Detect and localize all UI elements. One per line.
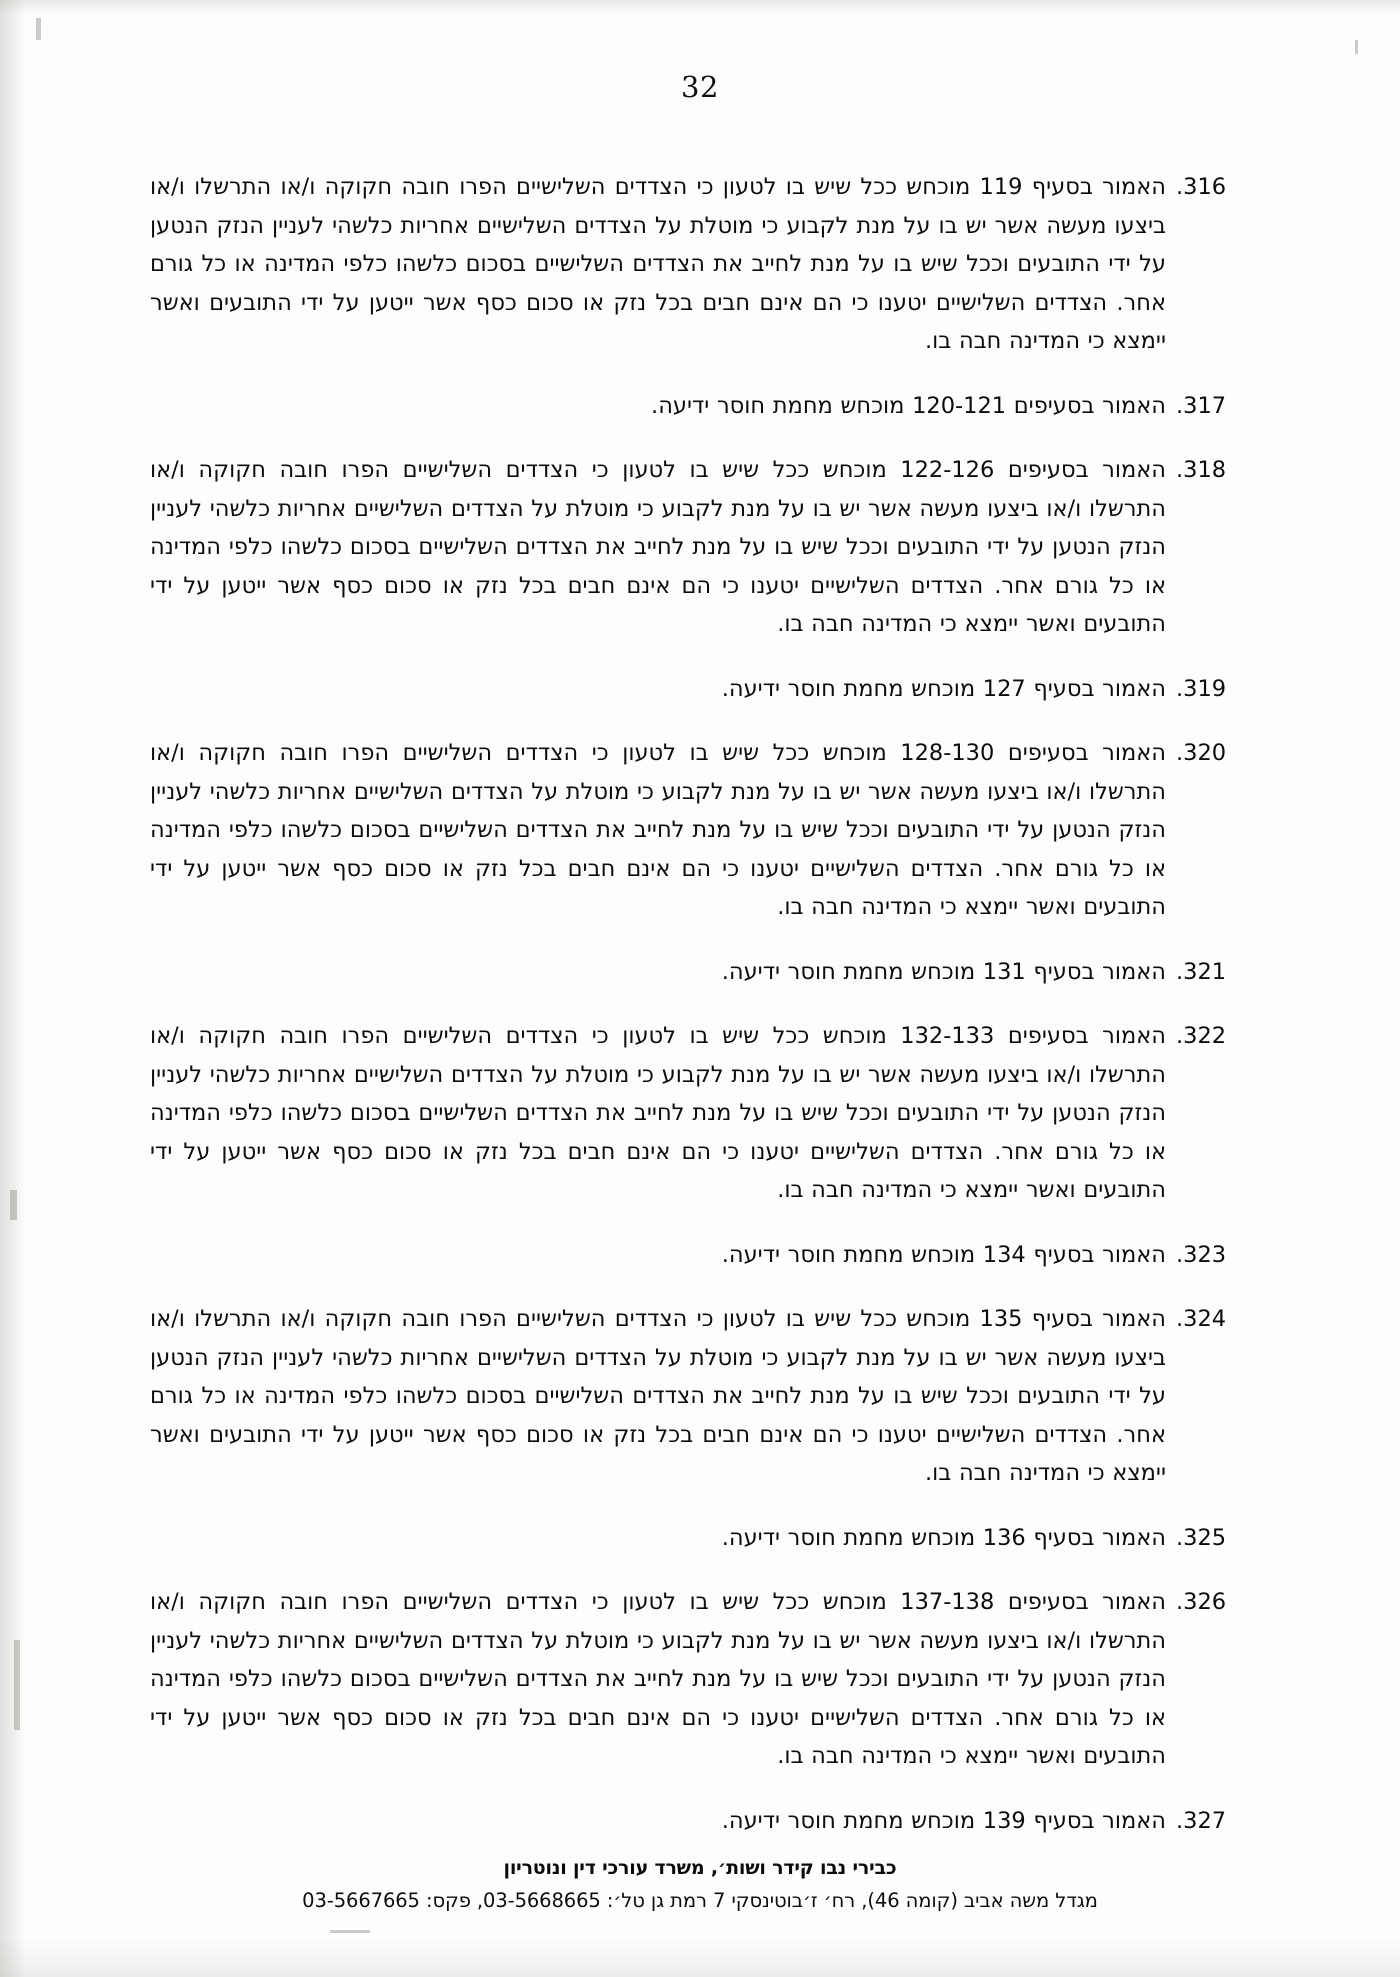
- clause-number: 318.: [1176, 457, 1227, 483]
- clause-item: [150, 953, 1250, 992]
- clause-text: האמור בסעיף 135 מוכחש ככל שיש בו לטעון כי הצדדים השלישיים הפרו חובה חקוקה ו/או התרשלו ו/או ביצעו מעשה אשר יש בו על מנת לקבוע כי מוטלת על הצדדים השלישיים אחריות כלשהי לעניין הנזק הנטען על ידי התובעים וככל שיש בו על מנת לחייב את הצדדים השלישיים בסכום כלשהו כלפי המדינה או כל גורם אחר. הצדדים השלישיים יטענו כי הם אינם חבים בכל נזק או סכום כסף אשר ייטען על ידי התובעים ואשר יימצא כי המדינה חבה בו.: [150, 1306, 1166, 1486]
- clause-number: 325.: [1176, 1524, 1227, 1551]
- clause-number: 317.: [1176, 392, 1227, 419]
- scan-edge-shading-left: [0, 0, 26, 1977]
- clause-item: [150, 1236, 1250, 1275]
- clause-text: האמור בסעיפים 132-133 מוכחש ככל שיש בו לטעון כי הצדדים השלישיים הפרו חובה חקוקה ו/או התרשלו ו/או ביצעו מעשה אשר יש בו על מנת לקבוע כי מוטלת על הצדדים השלישיים אחריות כלשהי לעניין הנזק הנטען על ידי התובעים וככל שיש בו על מנת לחייב את הצדדים השלישיים בסכום כלשהו כלפי המדינה או כל גורם אחר. הצדדים השלישיים יטענו כי הם אינם חבים בכל נזק או סכום כסף אשר ייטען על ידי התובעים ואשר יימצא כי המדינה חבה בו.: [150, 1023, 1166, 1203]
- scan-speck: [330, 1930, 370, 1933]
- clause-item: [150, 168, 1250, 361]
- scan-speck: [36, 18, 41, 40]
- clause-number: 327.: [1176, 1807, 1227, 1834]
- clause-text: האמור בסעיפים 128-130 מוכחש ככל שיש בו לטעון כי הצדדים השלישיים הפרו חובה חקוקה ו/או התרשלו ו/או ביצעו מעשה אשר יש בו על מנת לקבוע כי מוטלת על הצדדים השלישיים אחריות כלשהי לעניין הנזק הנטען על ידי התובעים וככל שיש בו על מנת לחייב את הצדדים השלישיים בסכום כלשהו כלפי המדינה או כל גורם אחר. הצדדים השלישיים יטענו כי הם אינם חבים בכל נזק או סכום כסף אשר ייטען על ידי התובעים ואשר יימצא כי המדינה חבה בו.: [150, 740, 1166, 920]
- clause-text: האמור בסעיף 119 מוכחש ככל שיש בו לטעון כי הצדדים השלישיים הפרו חובה חקוקה ו/או התרשלו ו/או ביצעו מעשה אשר יש בו על מנת לקבוע כי מוטלת על הצדדים השלישיים אחריות כלשהי לעניין הנזק הנטען על ידי התובעים וככל שיש בו על מנת לחייב את הצדדים השלישיים בסכום כלשהו כלפי המדינה או כל גורם אחר. הצדדים השלישיים יטענו כי הם אינם חבים בכל נזק או סכום כסף אשר ייטען על ידי התובעים ואשר יימצא כי המדינה חבה בו.: [150, 174, 1166, 354]
- clause-text: האמור בסעיף 127 מוכחש מחמת חוסר ידיעה.: [721, 675, 1166, 702]
- clause-item: [150, 1802, 1250, 1841]
- clause-number: 323.: [1176, 1241, 1227, 1268]
- scan-speck: [1355, 40, 1358, 54]
- clause-item: [150, 1583, 1250, 1776]
- clause-text: האמור בסעיפים 120-121 מוכחש מחמת חוסר ידיעה.: [651, 392, 1166, 419]
- clause-number: 320.: [1176, 740, 1227, 766]
- clause-item: [150, 734, 1250, 927]
- clause-item: [150, 1017, 1250, 1210]
- clause-number: 319.: [1176, 675, 1227, 702]
- clause-item: [150, 387, 1250, 426]
- footer-firm-name: כבירי נבו קידר ושות׳, משרד עורכי דין ונוטריון: [503, 1857, 897, 1879]
- clause-item: [150, 1519, 1250, 1558]
- footer-address: מגדל משה אביב (קומה 46), רח׳ ז׳בוטינסקי 7 רמת גן טל׳: 03-5668665, פקס: 03-5667665: [302, 1889, 1098, 1912]
- clause-list: [150, 168, 1250, 1866]
- clause-number: 322.: [1176, 1023, 1227, 1049]
- clause-text: האמור בסעיף 131 מוכחש מחמת חוסר ידיעה.: [721, 958, 1166, 985]
- clause-number: 326.: [1176, 1589, 1227, 1615]
- clause-number: 316.: [1176, 174, 1227, 200]
- clause-text: האמור בסעיף 134 מוכחש מחמת חוסר ידיעה.: [721, 1241, 1166, 1268]
- scan-speck: [14, 1640, 20, 1730]
- clause-text: האמור בסעיף 136 מוכחש מחמת חוסר ידיעה.: [721, 1524, 1166, 1551]
- clause-item: [150, 670, 1250, 709]
- clause-number: 321.: [1176, 958, 1227, 985]
- clause-text: האמור בסעיפים 137-138 מוכחש ככל שיש בו לטעון כי הצדדים השלישיים הפרו חובה חקוקה ו/או התרשלו ו/או ביצעו מעשה אשר יש בו על מנת לקבוע כי מוטלת על הצדדים השלישיים אחריות כלשהי לעניין הנזק הנטען על ידי התובעים וככל שיש בו על מנת לחייב את הצדדים השלישיים בסכום כלשהו כלפי המדינה או כל גורם אחר. הצדדים השלישיים יטענו כי הם אינם חבים בכל נזק או סכום כסף אשר ייטען על ידי התובעים ואשר יימצא כי המדינה חבה בו.: [150, 1589, 1166, 1769]
- page-number: 32: [681, 70, 719, 104]
- clause-number: 324.: [1176, 1306, 1227, 1332]
- scan-edge-shading-bottom: [0, 1937, 1400, 1977]
- page-footer: [0, 1853, 1400, 1917]
- scan-edge-shading-top: [0, 0, 1400, 14]
- clause-item: [150, 1300, 1250, 1493]
- clause-text: האמור בסעיף 139 מוכחש מחמת חוסר ידיעה.: [721, 1807, 1166, 1834]
- clause-item: [150, 451, 1250, 644]
- clause-text: האמור בסעיפים 122-126 מוכחש ככל שיש בו לטעון כי הצדדים השלישיים הפרו חובה חקוקה ו/או התרשלו ו/או ביצעו מעשה אשר יש בו על מנת לקבוע כי מוטלת על הצדדים השלישיים אחריות כלשהי לעניין הנזק הנטען על ידי התובעים וככל שיש בו על מנת לחייב את הצדדים השלישיים בסכום כלשהו כלפי המדינה או כל גורם אחר. הצדדים השלישיים יטענו כי הם אינם חבים בכל נזק או סכום כסף אשר ייטען על ידי התובעים ואשר יימצא כי המדינה חבה בו.: [150, 457, 1166, 637]
- scan-speck: [10, 1190, 17, 1220]
